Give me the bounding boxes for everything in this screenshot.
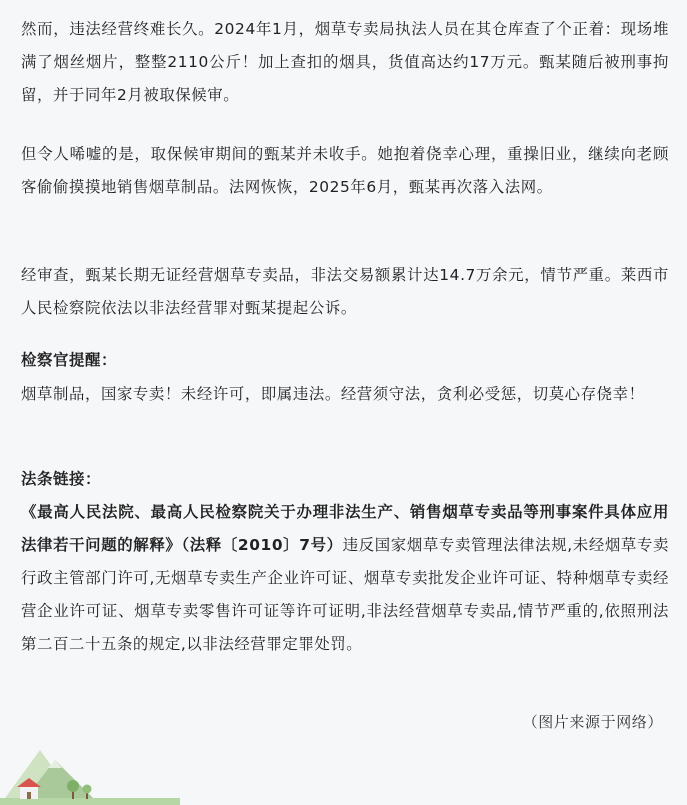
law-body (21, 496, 669, 661)
paragraph-1: 然而，违法经营终难长久。2024年1月，烟草专卖局执法人员在其仓库查了个正着：现场堆满了烟丝烟片，整整2110公斤！加上查扣的烟具，货值高达约17万元。甄某随后被刑事拘留，并于同年2月被取保候审。 (21, 20, 669, 104)
prosecutor-heading: 检察官提醒： (21, 351, 117, 369)
landscape-illustration (0, 720, 180, 805)
prosecutor-text: 烟草制品，国家专卖！未经许可，即属违法。经营须守法，贪利必受惩，切莫心存侥幸！ (21, 385, 645, 403)
ground (0, 798, 180, 805)
paragraph-2: 但令人唏嘘的是，取保候审期间的甄某并未收手。她抱着侥幸心理，重操旧业，继续向老顾客偷偷摸摸地销售烟草制品。法网恢恢，2025年6月，甄某再次落入法网。 (21, 145, 669, 196)
law-heading: 法条链接： (21, 470, 101, 488)
law-text: 违反国家烟草专卖管理法律法规,未经烟草专卖行政主管部门许可,无烟草专卖生产企业许可证、烟草专卖批发企业许可证、特种烟草专卖经营企业许可证、烟草专卖零售许可证等许可证明,非法经营烟草专卖品,情节严重的,依照刑法第二百二十五条的规定,以非法经营罪定罪处罚。 (21, 536, 670, 653)
law-title: 《最高人民法院、最高人民检察院关于办理非法生产、销售烟草专卖品等刑事案件具体应用法律若干问题的解释》（法释〔2010〕7号） (21, 503, 669, 554)
paragraph-3: 经审查，甄某长期无证经营烟草专卖品，非法交易额累计达14.7万余元，情节严重。莱西市人民检察院依法以非法经营罪对甄某提起公诉。 (21, 266, 669, 317)
image-source-note: （图片来源于网络） (522, 713, 663, 731)
